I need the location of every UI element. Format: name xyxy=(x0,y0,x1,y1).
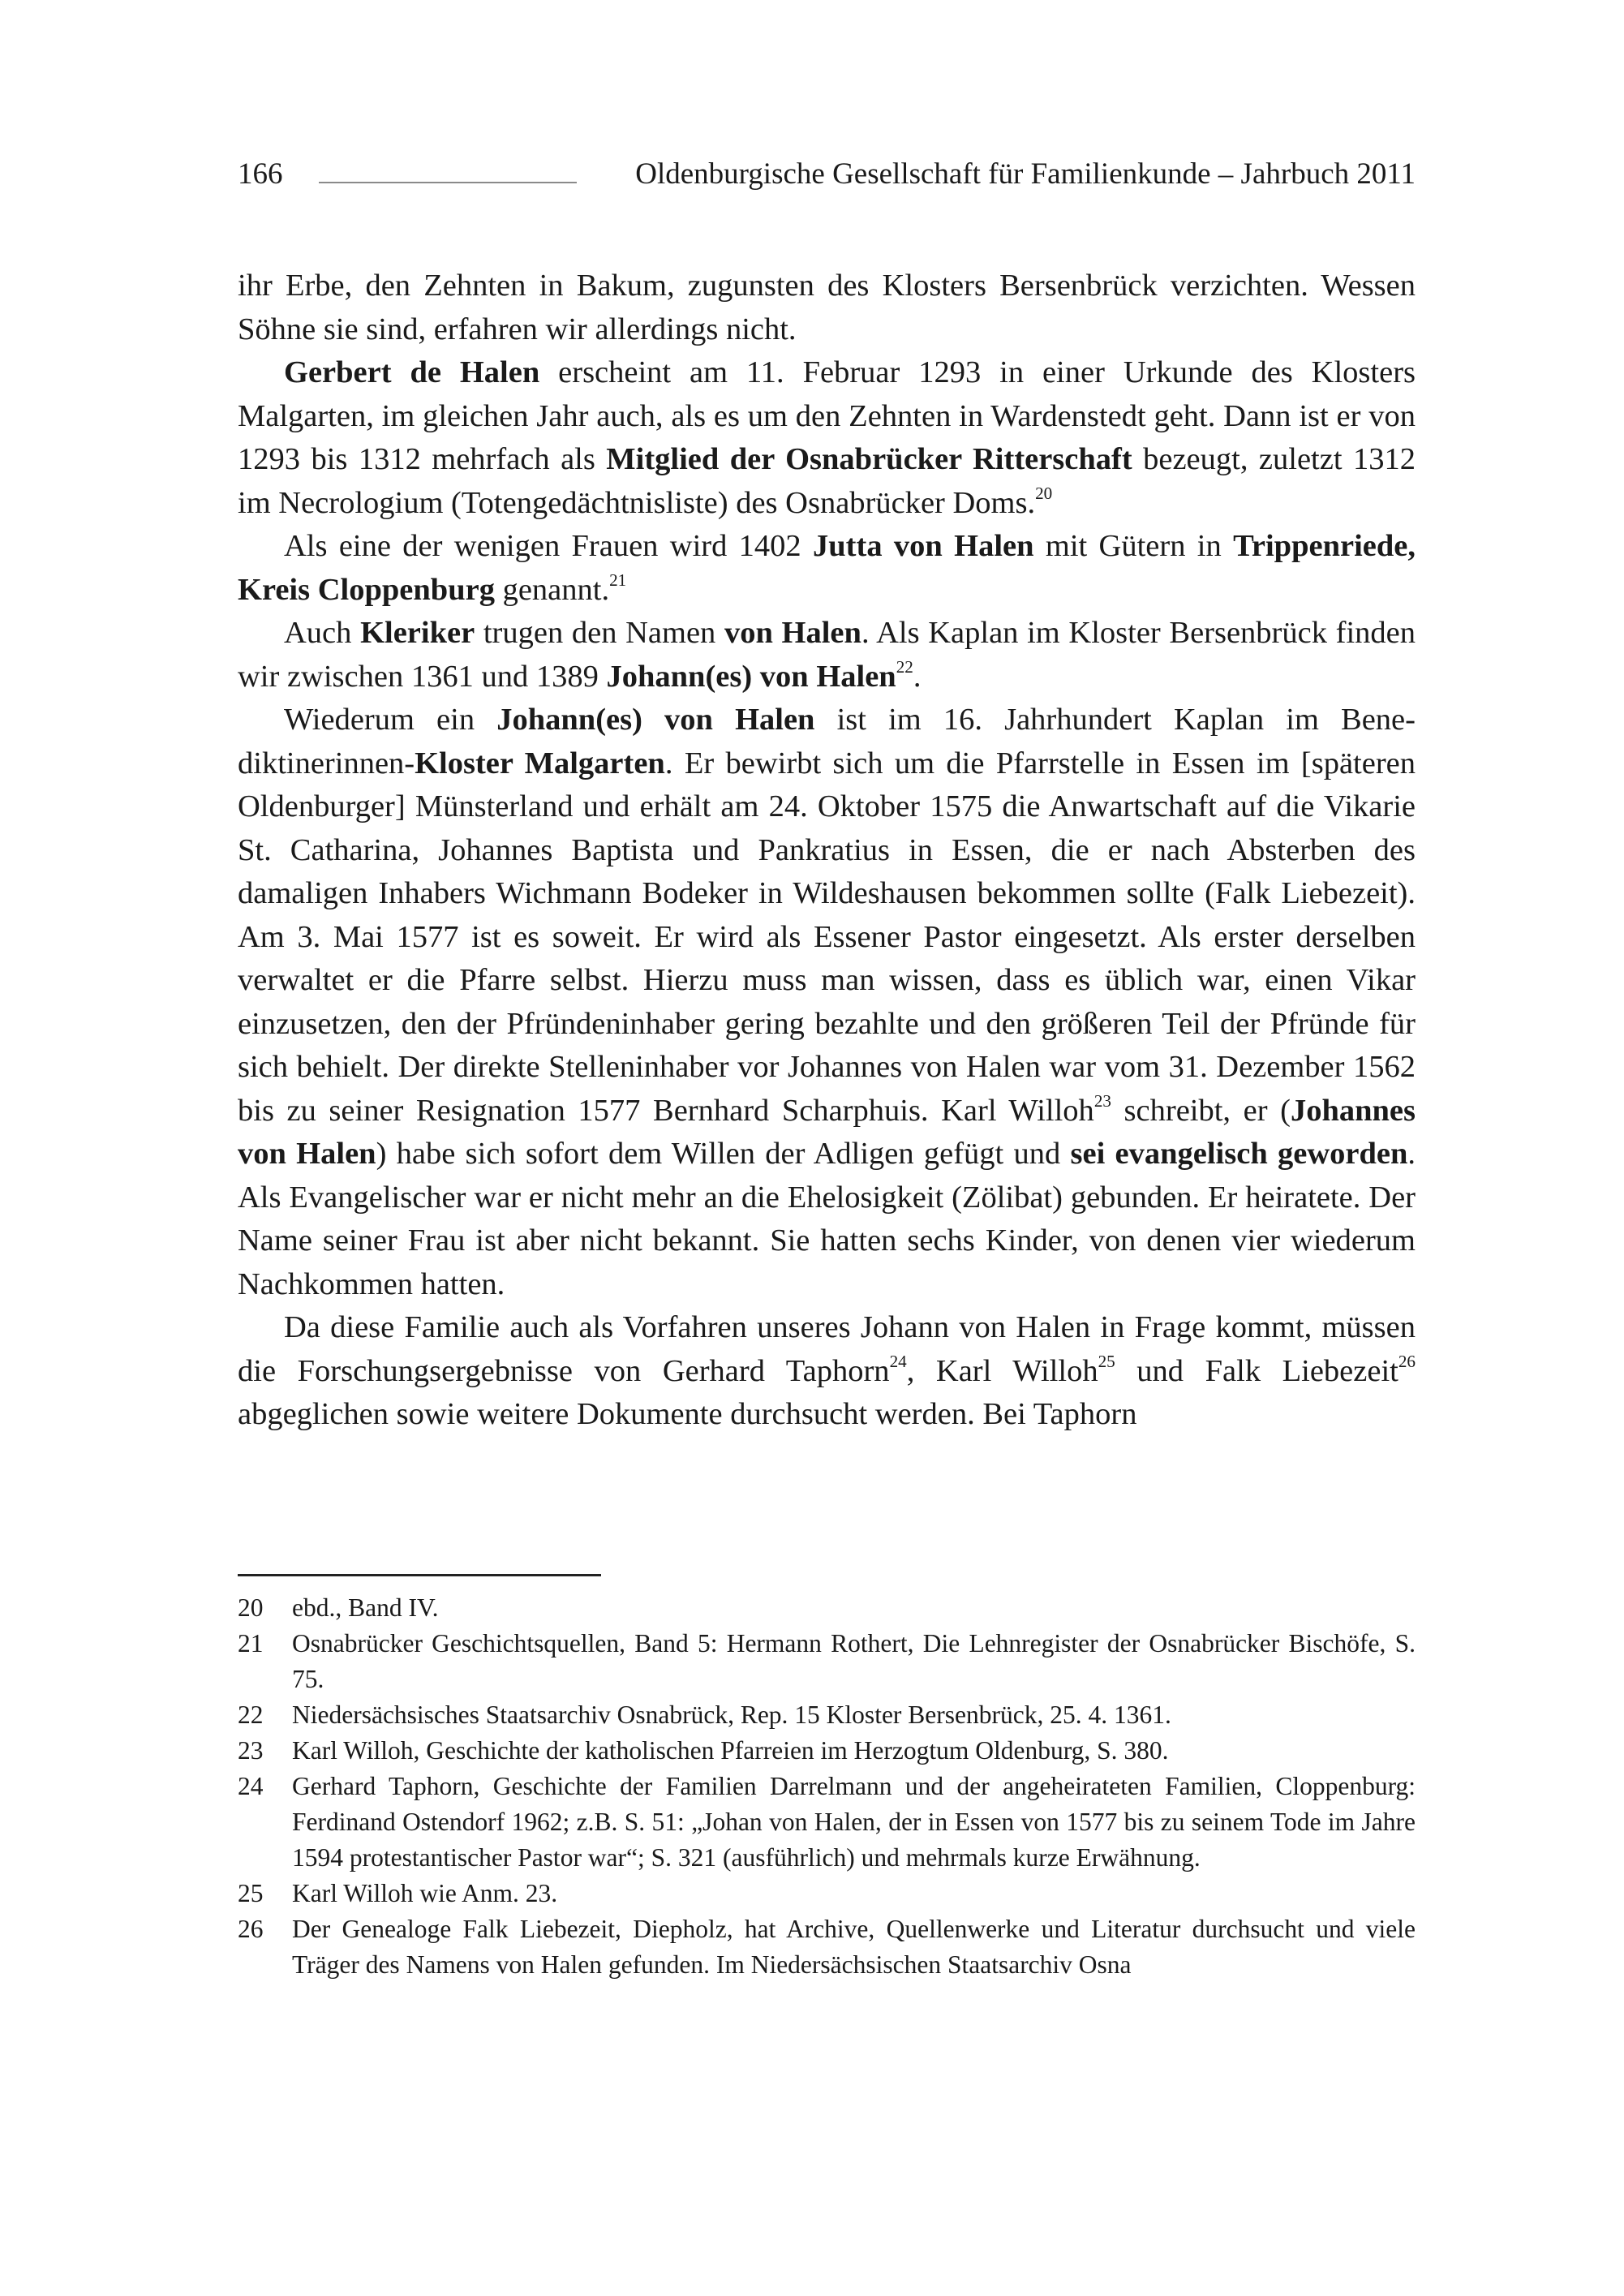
footnote-ref: 21 xyxy=(609,570,627,590)
bold-run: Johannes von Halen xyxy=(238,1093,1416,1171)
bold-run: Gerbert de Halen xyxy=(284,355,540,389)
text-run: erscheint am 11. Februar 1293 in einer Urkunde des Klosters Malgarten, im gleichen Jahr auch, als es um den Zehnten in Wardenstedt geht. Dann ist er von 1293 bis 1312 mehrfach als xyxy=(238,355,1416,476)
text-run: Auch xyxy=(284,616,361,650)
bold-run: Mitglied der Osnabrücker Ritterschaft xyxy=(606,442,1132,476)
text-run: und Falk Liebezeit xyxy=(1115,1353,1398,1388)
footnote-text: Karl Willoh wie Anm. 23. xyxy=(292,1879,558,1907)
footnote-ref: 25 xyxy=(1098,1351,1115,1371)
text-run: , Karl Willoh xyxy=(906,1353,1098,1388)
footnote-number: 25 xyxy=(238,1879,264,1907)
text-run: genannt. xyxy=(494,572,610,607)
bold-run: Johann(es) von Halen xyxy=(496,703,815,737)
footnote-number: 24 xyxy=(238,1772,264,1800)
footnotes xyxy=(238,1590,1416,1983)
footnote xyxy=(238,1733,1416,1769)
text-run: . xyxy=(913,659,922,694)
footnote-ref: 23 xyxy=(1093,1090,1111,1111)
footnote-number: 23 xyxy=(238,1736,264,1765)
body-text xyxy=(238,264,1416,1437)
text-run: ihr Erbe, den Zehnten in Bakum, zugunsten des Klosters Bersenbrück verzichten. Wessen Söhne sie sind, erfahren wir allerdings nicht. xyxy=(238,269,1416,346)
bold-run: sei evangelisch geworden xyxy=(1070,1137,1408,1171)
footnote-text: Karl Willoh, Geschichte der katholischen Pfarreien im Herzogtum Oldenburg, S. 380. xyxy=(292,1736,1169,1765)
bold-run: Jutta von Halen xyxy=(813,529,1034,563)
header-rule xyxy=(319,182,577,183)
bold-run: Trippenriede, Kreis Cloppenburg xyxy=(238,529,1416,607)
text-run: Wiederum ein xyxy=(284,703,497,737)
text-run: abgeglichen sowie weitere Dokumente durchsucht werden. Bei Taphorn xyxy=(238,1397,1137,1431)
footnote-number: 22 xyxy=(238,1701,264,1729)
bold-run: von Halen xyxy=(724,616,861,650)
text-run: . Als Kaplan im Kloster Bersenbrück finden wir zwischen 1361 und 1389 xyxy=(238,616,1416,694)
footnote xyxy=(238,1769,1416,1876)
text-run: mit Gütern in xyxy=(1033,529,1234,563)
bold-run: Johann(es) von Halen xyxy=(606,659,896,694)
footnote-number: 26 xyxy=(238,1915,264,1943)
footnote-text: ebd., Band IV. xyxy=(292,1593,439,1622)
text-run: bezeugt, zuletzt 1312 im Necrologium (Totengedächtnisliste) des Osnabrücker Doms. xyxy=(238,442,1416,520)
footnote-text: Osnabrücker Geschichtsquellen, Band 5: Hermann Rothert, Die Lehnregister der Osnabrücker Bischöfe, S. 75. xyxy=(292,1629,1416,1693)
text-run: ) habe sich sofort dem Willen der Adligen gefügt und xyxy=(376,1137,1071,1171)
footnote-ref: 26 xyxy=(1398,1351,1416,1371)
footnote-text: Niedersächsisches Staatsarchiv Osnabrück, Rep. 15 Kloster Bersenbrück, 25. 4. 1361. xyxy=(292,1701,1171,1729)
text-run: Da diese Familie auch als Vorfahren unseres Johann von Halen in Frage kommt, müssen die Forschungsergebnisse von Gerhard Taphorn xyxy=(238,1310,1416,1388)
paragraph-2 xyxy=(238,351,1416,525)
footnote-number: 20 xyxy=(238,1593,264,1622)
footnote xyxy=(238,1911,1416,1983)
paragraph-1 xyxy=(238,264,1416,351)
running-title: Oldenburgische Gesellschaft für Familienkunde – Jahrbuch 2011 xyxy=(635,157,1416,191)
footnote xyxy=(238,1876,1416,1911)
running-header xyxy=(238,146,1416,203)
footnote-separator xyxy=(238,1574,601,1576)
paragraph-3 xyxy=(238,525,1416,612)
text-run: Als eine der wenigen Frauen wird 1402 xyxy=(284,529,814,563)
footnote-ref: 24 xyxy=(889,1351,907,1371)
footnote-number: 21 xyxy=(238,1629,264,1658)
text-run: . Er bewirbt sich um die Pfarrstelle in Essen im [späteren Oldenburger] Münsterland und erhält am 24. Oktober 1575 die Anwartschaft auf die Vikarie St. Catharina, Johannes Baptista und Pankratius in Essen, die er nach Absterben des damaligen Inhabers Wichmann Bodeker in Wildeshausen bekommen sollte (Falk Liebezeit). Am 3. Mai 1577 ist es soweit. Er wird als Essener Pastor eingesetzt. Als erster derselben verwaltet er die Pfarre selbst. Hierzu muss man wissen, dass es üblich war, einen Vikar einzusetzen, den der Pfründeninhaber gering bezahlte und den größeren Teil der Pfründe für sich behielt. Der direkte Stelleninhaber vor Johannes von Halen war vom 31. Dezember 1562 bis zu seiner Resignation 1577 Bernhard Scharphuis. Karl Willoh xyxy=(238,746,1416,1128)
text-run: . Als Evangelischer war er nicht mehr an die Ehelosigkeit (Zölibat) gebunden. Er heiratete. Der Name seiner Frau ist aber nicht bekannt. Sie hatten sechs Kinder, von denen vier wiederum Nachkommen hatten. xyxy=(238,1137,1416,1301)
text-run: ist im 16. Jahrhundert Kaplan im Benediktinerinnen- xyxy=(238,703,1416,780)
text-run: trugen den Namen xyxy=(475,616,724,650)
text-run: schreibt, er ( xyxy=(1111,1093,1291,1128)
footnote-ref: 22 xyxy=(896,656,913,677)
footnote xyxy=(238,1590,1416,1626)
bold-run: Kleriker xyxy=(360,616,475,650)
footnote-text: Der Genealoge Falk Liebezeit, Diepholz, hat Archive, Quellenwerke und Literatur durchsucht und viele Träger des Namens von Halen gefunden. Im Niedersächsischen Staatsarchiv Osna xyxy=(292,1915,1416,1979)
footnote-ref: 20 xyxy=(1035,483,1053,503)
footnote xyxy=(238,1626,1416,1697)
paragraph-5 xyxy=(238,699,1416,1306)
paragraph-6 xyxy=(238,1306,1416,1437)
page-number: 166 xyxy=(238,157,283,191)
paragraph-4 xyxy=(238,612,1416,699)
bold-run: Kloster Malgarten xyxy=(415,746,665,780)
footnote-text: Gerhard Taphorn, Geschichte der Familien Darrelmann und der angeheirateten Familien, Cloppenburg: Ferdinand Ostendorf 1962; z.B. S. 51: „Johan von Halen, der in Essen von 1577 bis zu seinem Tode im Jahre 1594 protestantischer Pastor war“; S. 321 (ausführlich) und mehrmals kurze Erwähnung. xyxy=(292,1772,1416,1872)
footnote xyxy=(238,1697,1416,1733)
